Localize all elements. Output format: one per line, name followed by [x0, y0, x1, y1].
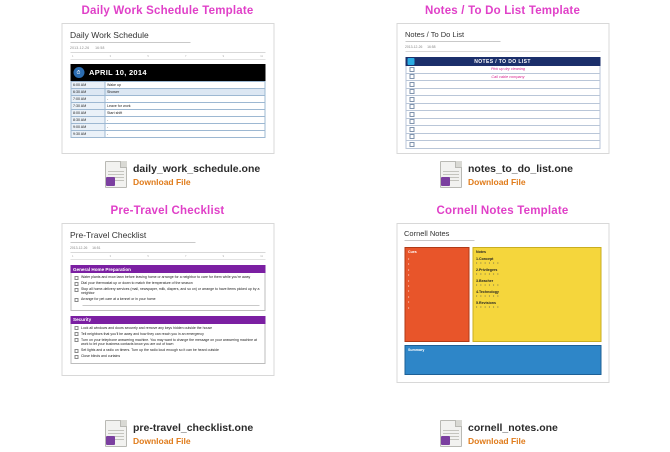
list-item[interactable]	[405, 111, 600, 119]
template-thumbnail-wrapper[interactable]	[0, 221, 335, 386]
bullet: •	[408, 289, 410, 294]
row-checkbox[interactable]	[409, 134, 414, 139]
clock-icon: ⏱	[73, 67, 84, 78]
checklist-item[interactable]	[74, 275, 261, 280]
bullet: •	[408, 267, 410, 272]
ruler-mark: 9	[222, 55, 225, 58]
table-row	[71, 96, 265, 103]
item-checkbox[interactable]	[74, 326, 78, 330]
file-name: cornell_notes.one	[468, 422, 558, 434]
doc-timestamp	[70, 46, 265, 50]
heading-underline	[70, 242, 195, 243]
cell-time: 8:00 AM	[71, 110, 105, 117]
cell-time: 9:00 AM	[71, 124, 105, 131]
cornell-grid	[404, 247, 601, 342]
note-item	[476, 279, 597, 287]
item-checkbox[interactable]	[74, 288, 78, 292]
list-item[interactable]	[405, 81, 600, 89]
daily-work-schedule-preview[interactable]	[61, 23, 274, 154]
file-row	[105, 420, 253, 447]
timestamp-time: 16:58	[95, 46, 105, 50]
row-checkbox[interactable]	[409, 119, 414, 124]
template-card-daily-work-schedule	[0, 0, 335, 226]
page-ruler	[70, 55, 265, 60]
notes-column	[472, 247, 601, 342]
doc-heading: Notes / To Do List	[405, 30, 465, 39]
section-header-general-home-preparation: General Home Preparation	[70, 265, 265, 273]
cell-task: Wake up	[105, 82, 265, 89]
heading-underline	[405, 41, 500, 42]
download-file-link[interactable]: Download File	[133, 177, 191, 187]
template-thumbnail-wrapper[interactable]	[335, 221, 670, 386]
onenote-file-icon	[440, 420, 462, 447]
cell-task: Start shift	[105, 110, 265, 117]
note-title: 2.Privilegers	[476, 268, 498, 272]
summary-label: Summary	[408, 348, 425, 352]
band-label: NOTES / TO DO LIST	[474, 58, 531, 65]
ruler-mark: 3	[109, 55, 112, 58]
timestamp-time: 16:58	[427, 45, 436, 49]
list-item[interactable]	[405, 141, 600, 149]
row-checkbox[interactable]	[409, 67, 414, 72]
file-name: daily_work_schedule.one	[133, 163, 261, 175]
doc-heading: Pre-Travel Checklist	[70, 230, 147, 240]
list-item[interactable]	[405, 66, 600, 74]
cell-task: Leave for work	[105, 103, 265, 110]
timestamp-underline	[405, 51, 600, 52]
ruler-mark: 9	[222, 255, 225, 258]
heading-underline	[404, 240, 474, 241]
note-item	[476, 268, 597, 276]
cell-time: 8:30 AM	[71, 117, 105, 124]
page-ruler	[70, 255, 265, 260]
cell-time: 9:30 AM	[71, 131, 105, 138]
ruler-mark: 11	[260, 255, 263, 258]
note-dots: • • • • • •	[476, 272, 500, 276]
cell-time: 7:00 AM	[71, 96, 105, 103]
template-title: Pre-Travel Checklist	[110, 205, 225, 217]
bullet: •	[408, 300, 410, 305]
note-dots: • • • • • •	[476, 305, 500, 309]
checklist-item[interactable]	[74, 326, 261, 331]
banner-date: APRIL 10, 2014	[89, 68, 147, 77]
checklist-item[interactable]	[74, 332, 261, 337]
template-thumbnail-wrapper[interactable]	[0, 21, 335, 161]
item-text: Dial your thermostat up or down to match the temperature of the season	[81, 281, 193, 285]
bullet: •	[408, 283, 410, 288]
table-row	[71, 89, 265, 96]
download-file-link[interactable]: Download File	[468, 177, 526, 187]
template-card-pre-travel-checklist	[0, 200, 335, 452]
template-card-notes-to-do-list	[335, 0, 670, 226]
table-row	[71, 131, 265, 138]
item-text: Lock all windows and doors securely and remove any keys hidden outside the house	[81, 325, 213, 330]
row-checkbox[interactable]	[409, 142, 414, 147]
summary-block	[404, 345, 601, 375]
checklist-item[interactable]	[74, 297, 261, 302]
timestamp-underline	[70, 252, 265, 253]
ruler-mark: 1	[72, 255, 74, 258]
ruler-mark: 3	[109, 255, 112, 258]
table-row	[71, 124, 265, 131]
checklist-item[interactable]	[74, 348, 261, 353]
file-name: pre-travel_checklist.one	[133, 422, 254, 434]
note-dots: • • • • • •	[476, 283, 500, 287]
cues-column	[404, 247, 469, 342]
template-title: Cornell Notes Template	[436, 205, 569, 217]
file-name: notes_to_do_list.one	[468, 163, 574, 175]
doc-timestamp	[70, 246, 265, 250]
item-text: Arrange for pet care at a kennel or in your home	[81, 297, 156, 302]
download-file-link[interactable]: Download File	[133, 436, 191, 446]
heading-underline	[70, 42, 190, 43]
table-row	[71, 110, 265, 117]
cues-label: Cues	[408, 250, 417, 254]
item-text: Close blinds and curtains	[81, 354, 121, 358]
bullet: •	[408, 278, 410, 283]
ruler-mark: 7	[184, 255, 187, 258]
todo-list	[405, 66, 600, 149]
row-checkbox[interactable]	[409, 97, 414, 102]
notes-to-do-list-preview[interactable]	[396, 23, 609, 154]
timestamp-date: 2013-12-26	[70, 246, 88, 250]
list-item[interactable]	[405, 104, 600, 112]
ruler-mark: 5	[147, 55, 149, 58]
item-checkbox[interactable]	[74, 338, 78, 342]
cell-time: 7:30 AM	[71, 103, 105, 110]
section-body-security	[70, 324, 265, 364]
template-thumbnail-wrapper[interactable]	[335, 21, 670, 161]
cell-task: -	[105, 96, 265, 103]
list-item[interactable]	[405, 96, 600, 104]
template-title: Daily Work Schedule Template	[81, 5, 254, 17]
timestamp-date: 2013-12-26	[405, 45, 423, 49]
section-body-general-home-preparation	[70, 273, 265, 311]
bullet: •	[408, 294, 410, 299]
row-checkbox[interactable]	[409, 74, 414, 79]
todo-band	[405, 57, 600, 66]
template-card-cornell-notes	[335, 200, 670, 452]
item-text: Stop all home-delivery services (mail, newspaper, milk, diapers, and so on) or arrange to have items picked up by a neighbor	[81, 287, 260, 296]
pre-travel-checklist-preview[interactable]	[61, 223, 274, 376]
onenote-file-icon	[105, 420, 127, 447]
ruler-mark: 7	[184, 55, 187, 58]
table-row	[71, 82, 265, 89]
template-title: Notes / To Do List Template	[424, 5, 581, 17]
item-checkbox[interactable]	[74, 276, 78, 280]
checklist-item[interactable]	[74, 287, 261, 296]
table-row	[71, 103, 265, 110]
cell-task: -	[105, 124, 265, 131]
list-item[interactable]	[405, 134, 600, 142]
onenote-file-icon	[105, 161, 127, 188]
checklist-item[interactable]	[74, 338, 261, 347]
list-item[interactable]	[405, 126, 600, 134]
file-row	[440, 420, 558, 447]
file-row	[105, 161, 260, 188]
item-text: Call cable company	[491, 74, 525, 79]
row-checkbox[interactable]	[409, 82, 414, 87]
item-text: Turn on your telephone answering machine. You may want to change the message on your answering machine at work to let your business contacts know you are out of town	[81, 337, 257, 347]
ruler-mark: 1	[72, 55, 74, 58]
ruler-mark: 11	[260, 55, 263, 58]
download-file-link[interactable]: Download File	[468, 436, 526, 446]
checkbox-icon	[407, 58, 414, 65]
item-checkbox[interactable]	[74, 282, 78, 286]
note-item	[476, 301, 597, 309]
bullet: •	[408, 257, 410, 261]
list-item[interactable]	[405, 89, 600, 97]
item-text: Water plants and mow lawn before leaving home or arrange for a neighbor to care for them while you're away	[81, 275, 251, 279]
item-checkbox[interactable]	[74, 332, 78, 336]
doc-heading: Cornell Notes	[404, 229, 450, 238]
table-row	[71, 117, 265, 124]
note-dots: • • • • • •	[476, 294, 500, 298]
row-checkbox[interactable]	[409, 112, 414, 117]
row-checkbox[interactable]	[409, 127, 414, 132]
checklist-item[interactable]	[74, 354, 261, 359]
note-item	[476, 290, 597, 298]
cell-time: 6:00 AM	[71, 82, 105, 89]
notes-label: Notes	[476, 250, 486, 254]
item-checkbox[interactable]	[74, 349, 78, 353]
cell-time: 6:30 AM	[71, 89, 105, 96]
note-dots: • • • • • •	[476, 261, 500, 265]
cell-task: Shower	[105, 89, 265, 96]
onenote-file-icon	[440, 161, 462, 188]
timestamp-date: 2013-12-26	[70, 46, 90, 50]
list-item[interactable]	[405, 74, 600, 82]
item-text: Set lights and a radio on timers. Turn up the radio loud enough so it can be heard outside	[81, 348, 219, 352]
list-item[interactable]	[405, 119, 600, 127]
row-checkbox[interactable]	[409, 89, 414, 94]
doc-heading: Daily Work Schedule	[70, 30, 149, 40]
section-header-security: Security	[70, 316, 265, 324]
note-title: 4.Technology	[476, 290, 499, 294]
item-checkbox[interactable]	[74, 298, 78, 302]
timestamp-underline	[70, 52, 265, 53]
cell-task: -	[105, 131, 265, 138]
checklist-item[interactable]	[74, 281, 261, 286]
schedule-table	[70, 81, 265, 138]
note-title: 3.Beacher	[476, 279, 494, 283]
timestamp-time: 16:51	[92, 246, 101, 250]
row-checkbox[interactable]	[409, 104, 414, 109]
cell-task: -	[105, 117, 265, 124]
blank-line	[82, 305, 259, 306]
ruler-mark: 5	[147, 255, 149, 258]
note-title: 1.Concept	[476, 257, 494, 261]
item-checkbox[interactable]	[74, 355, 78, 359]
bullet: •	[408, 273, 410, 278]
file-row	[440, 161, 573, 188]
cornell-notes-preview[interactable]	[396, 223, 609, 383]
note-item	[476, 257, 597, 265]
item-text: Tell neighbors that you'll be away and how they can reach you in an emergency	[81, 331, 204, 336]
cues-bullets	[408, 257, 465, 311]
doc-timestamp	[405, 45, 600, 49]
bullet: •	[408, 262, 410, 267]
schedule-date-banner	[70, 64, 265, 81]
bullet: •	[408, 305, 410, 310]
note-title: 5.Revisions	[476, 301, 496, 305]
item-text: Pick up dry cleaning	[491, 67, 525, 72]
